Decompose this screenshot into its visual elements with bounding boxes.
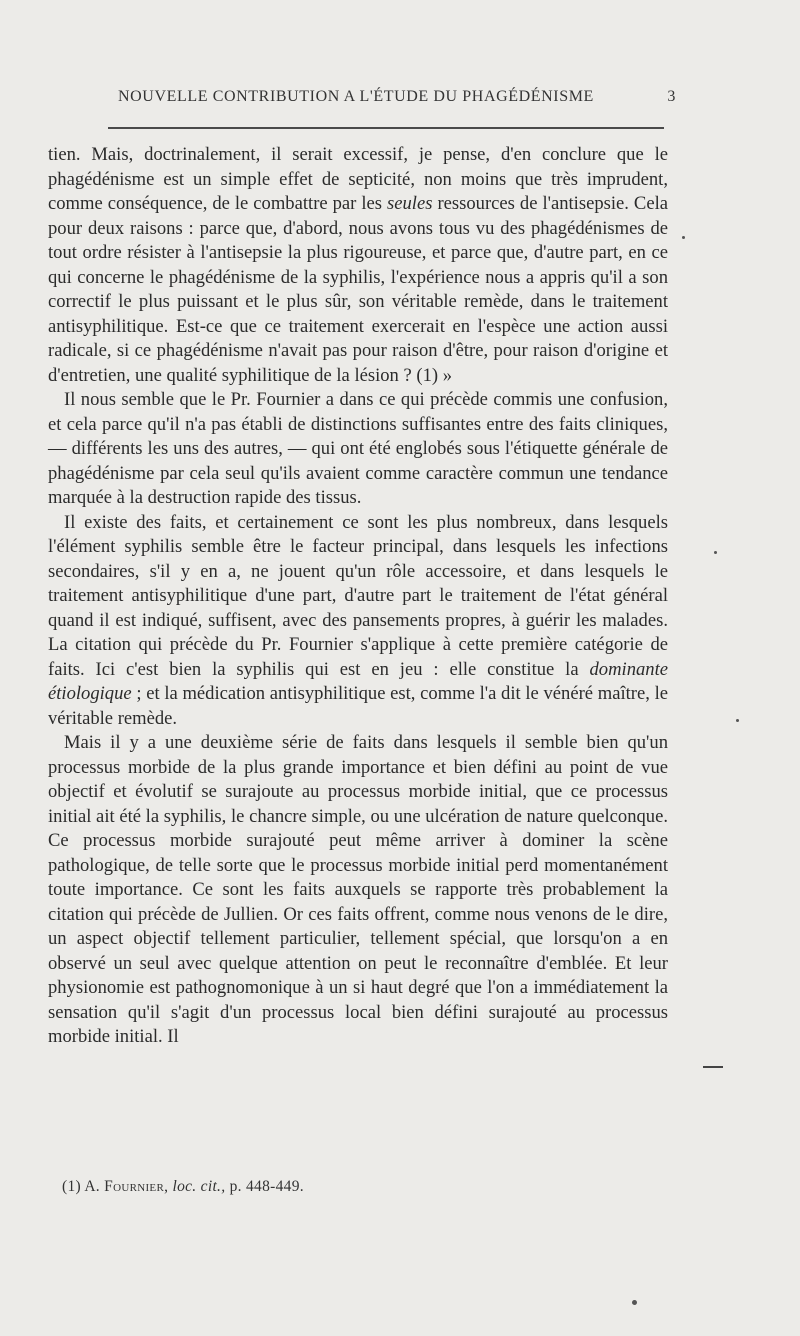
paragraph [48, 511, 668, 732]
text-run: tien. Mais, doctrinalement, il serait excessif, je pense, d'en conclure que le phagédénisme est un simple effet de septicité, non moins que très imprudent, comme conséquence, de le combattre par les [48, 144, 668, 214]
text-run: Il existe des faits, et certainement ce sont les plus nombreux, dans lesquels l'élément syphilis semble être le facteur principal, dans lesquels les infections secondaires, s'il y en a, ne jouent qu'un rôle accessoire, et dans lesquels le traitement antisyphilitique d'une part, d'autre part le traitement de l'état général quand il est indiqué, suffisent, avec des pansements propres, à guérir les malades. La citation qui précède du Pr. Fournier s'applique à cette première catégorie de faits. Ici c'est bien la syphilis qui est en jeu : elle constitue la [48, 511, 668, 680]
running-header [110, 88, 676, 112]
paragraph [48, 388, 668, 511]
footnote-pages: p. 448-449. [229, 1178, 304, 1195]
text-run: Mais il y a une deuxième série de faits dans lesquels il semble bien qu'un processus morbide de la plus grande importance et bien défini au point de vue objectif et évolutif se surajoute au processus morbide initial, que ce processus initial ait été la syphilis, le chancre simple, ou une ulcération de nature quelconque. Ce processus morbide surajouté peut même arriver à dominer la scène pathologique, de telle sorte que le processus morbide initial perd momentanément toute importance. Ce sont les faits auxquels se rapporte très probablement la citation qui précède de Jullien. Or ces faits offrent, comme nous venons de le dire, un aspect objectif tellement particulier, tellement spécial, que lorsqu'on a en observé un seul avec quelque attention on peut le reconnaître d'emblée. Et leur physionomie est pathognomonique à un si haut degré que l'on a immédiatement la sensation qu'il s'agit d'un processus local bien défini surajouté au processus morbide initial. Il [48, 732, 668, 1047]
page-number: 3 [667, 88, 676, 105]
footnote-marker: (1) [62, 1178, 81, 1195]
margin-speck [682, 236, 685, 239]
margin-speck [714, 551, 717, 554]
text-run: ; et la médication antisyphilitique est, comme l'a dit le vénéré maître, le véritable remède. [48, 683, 668, 729]
footnote-author: Fournier [104, 1178, 165, 1195]
italic-run: seules [387, 193, 433, 214]
running-title: NOUVELLE CONTRIBUTION A L'ÉTUDE DU PHAGÉDÉNISME [118, 88, 594, 105]
italic-run: dominante étiologique [48, 658, 668, 704]
body-text [48, 143, 668, 1050]
margin-dash [703, 1066, 723, 1068]
text-run: Il nous semble que le Pr. Fournier a dans ce qui précède commis une confusion, et cela parce qu'il n'a pas établi de distinctions suffisantes entre des faits cliniques, — différents les uns des autres, — qui ont été englobés sous l'étiquette générale de phagédénisme par cela seul qu'ils avaient comme caractère commun une tendance marquée à la destruction rapide des tissus. [48, 389, 668, 508]
footnote-citation: loc. cit., [172, 1178, 226, 1195]
text-run: ressources de l'antisepsie. Cela pour deux raisons : parce que, d'abord, nous avons tous vu des phagédénismes de tout ordre résister à l'antisepsie la plus rigoureuse, et parce que, d'autre part, en ce qui concerne le phagédénisme de la syphilis, l'expérience nous a appris qu'il a son correctif le plus puissant et le plus sûr, son véritable remède, dans le traitement antisyphilitique. Est-ce que ce traitement exercerait en l'espèce une action aussi radicale, si ce phagédénisme n'avait pas pour raison d'être, pour raison d'origine et d'entretien, une qualité syphilitique de la lésion ? (1) » [48, 193, 668, 386]
footnote-initial: A. [84, 1178, 100, 1195]
paragraph [48, 143, 668, 388]
margin-speck [736, 719, 739, 722]
header-rule [108, 127, 664, 129]
paragraph [48, 731, 668, 1050]
footnote: (1) A. Fournier, loc. cit., p. 448-449. [62, 1178, 304, 1195]
margin-speck [632, 1300, 637, 1305]
